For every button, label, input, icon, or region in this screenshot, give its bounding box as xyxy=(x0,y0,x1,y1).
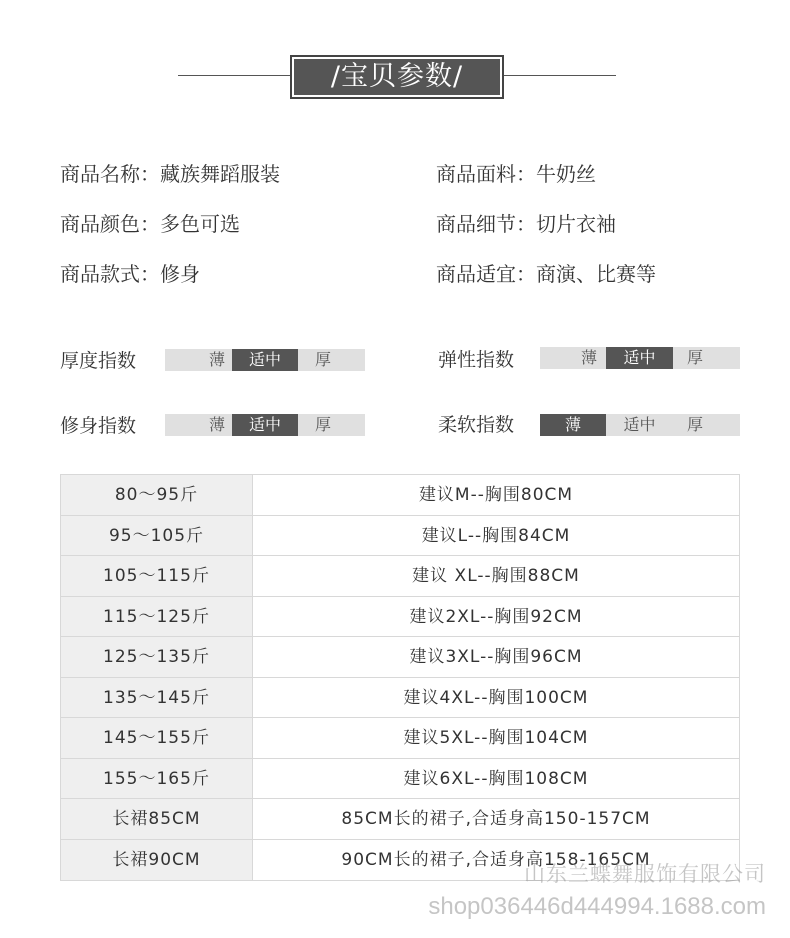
index-option: 厚 xyxy=(686,415,703,434)
param-value: 修身 xyxy=(160,262,200,286)
index-label-elasticity: 弹性指数 xyxy=(438,349,515,371)
param-label: 商品面料： xyxy=(436,162,536,186)
param-label: 商品款式： xyxy=(60,262,160,286)
table-row xyxy=(61,597,739,638)
weight-cell: 155～165斤 xyxy=(61,759,253,799)
index-label-fit: 修身指数 xyxy=(60,415,137,437)
table-row xyxy=(61,516,739,557)
param-value: 牛奶丝 xyxy=(536,162,596,186)
header-rule-right xyxy=(504,75,616,76)
table-row xyxy=(61,637,739,678)
param-value: 多色可选 xyxy=(160,212,240,236)
weight-cell: 80～95斤 xyxy=(61,475,253,515)
weight-cell: 135～145斤 xyxy=(61,678,253,718)
table-row xyxy=(61,475,739,516)
weight-cell: 长裙90CM xyxy=(61,840,253,881)
index-option: 厚 xyxy=(686,348,703,367)
param-value: 商演、比赛等 xyxy=(536,262,656,286)
suggestion-cell: 建议5XL--胸围104CM xyxy=(253,718,739,758)
suggestion-cell: 建议4XL--胸围100CM xyxy=(253,678,739,718)
table-row xyxy=(61,759,739,800)
suggestion-cell: 建议L--胸围84CM xyxy=(253,516,739,556)
suggestion-cell: 90CM长的裙子,合适身高158-165CM xyxy=(253,840,739,881)
table-row xyxy=(61,718,739,759)
weight-cell: 长裙85CM xyxy=(61,799,253,839)
index-bar-softness xyxy=(540,414,740,436)
param-label: 商品颜色： xyxy=(60,212,160,236)
table-row xyxy=(61,799,739,840)
section-title-box xyxy=(290,55,504,99)
index-option: 适中 xyxy=(232,414,298,436)
index-option: 适中 xyxy=(606,347,673,369)
suggestion-cell: 建议2XL--胸围92CM xyxy=(253,597,739,637)
index-option: 厚 xyxy=(314,415,331,434)
watermark-shop: shop036446d444994.1688.com xyxy=(428,893,766,920)
param-label: 商品细节： xyxy=(436,212,536,236)
param-name xyxy=(60,161,280,187)
header-rule-left xyxy=(178,75,290,76)
weight-cell: 95～105斤 xyxy=(61,516,253,556)
suggestion-cell: 85CM长的裙子,合适身高150-157CM xyxy=(253,799,739,839)
index-option: 厚 xyxy=(314,350,331,369)
index-option: 适中 xyxy=(623,415,656,434)
param-style xyxy=(60,261,200,287)
index-bar-elasticity xyxy=(540,347,740,369)
table-row xyxy=(61,556,739,597)
index-label-softness: 柔软指数 xyxy=(438,414,515,436)
param-color xyxy=(60,211,240,237)
index-bar-fit xyxy=(165,414,365,436)
param-detail xyxy=(436,211,616,237)
suggestion-cell: 建议6XL--胸围108CM xyxy=(253,759,739,799)
param-label: 商品名称： xyxy=(60,162,160,186)
index-option: 薄 xyxy=(208,350,225,369)
index-option: 适中 xyxy=(232,349,298,371)
index-label-thickness: 厚度指数 xyxy=(60,350,137,372)
index-bar-thickness xyxy=(165,349,365,371)
param-value: 藏族舞蹈服装 xyxy=(160,162,280,186)
param-suitable xyxy=(436,261,656,287)
size-table xyxy=(60,474,740,881)
suggestion-cell: 建议3XL--胸围96CM xyxy=(253,637,739,677)
weight-cell: 145～155斤 xyxy=(61,718,253,758)
weight-cell: 105～115斤 xyxy=(61,556,253,596)
weight-cell: 115～125斤 xyxy=(61,597,253,637)
suggestion-cell: 建议M--胸围80CM xyxy=(253,475,739,515)
param-fabric xyxy=(436,161,596,187)
table-row xyxy=(61,678,739,719)
index-option: 薄 xyxy=(208,415,225,434)
weight-cell: 125～135斤 xyxy=(61,637,253,677)
index-option: 薄 xyxy=(580,348,597,367)
index-option: 薄 xyxy=(540,414,606,436)
suggestion-cell: 建议 XL--胸围88CM xyxy=(253,556,739,596)
watermark-company: 山东兰蝶舞服饰有限公司 xyxy=(524,863,766,886)
param-label: 商品适宜： xyxy=(436,262,536,286)
section-title: /宝贝参数/ xyxy=(294,59,500,95)
param-value: 切片衣袖 xyxy=(536,212,616,236)
